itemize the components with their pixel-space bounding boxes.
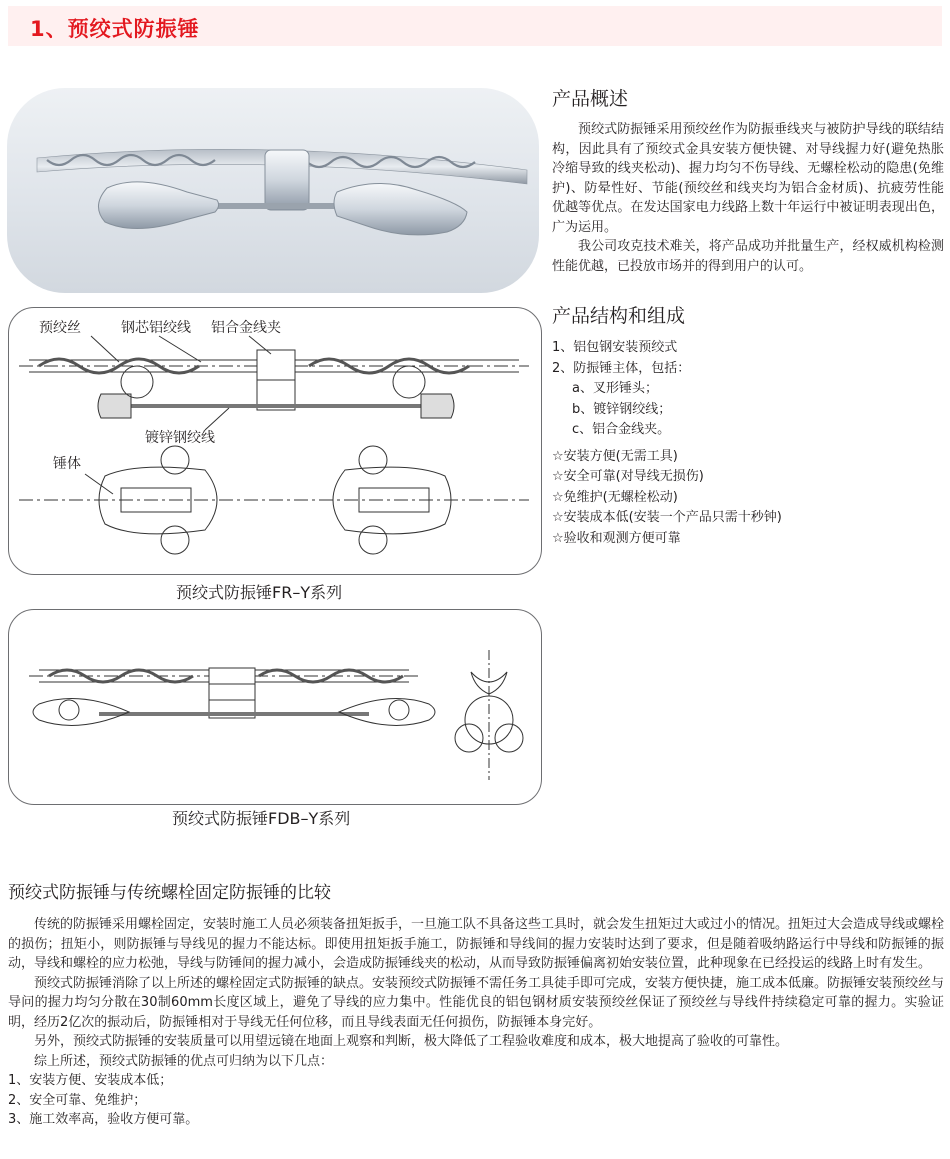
structure-heading: 产品结构和组成 <box>552 305 686 327</box>
advantage-point: 3、施工效率高，验收方便可靠。 <box>8 1112 199 1127</box>
feature-item: ☆验收和观测方便可靠 <box>552 530 681 546</box>
damper-photo-illustration <box>7 88 539 293</box>
overview-paragraph: 我公司攻克技术难关，将产品成功并批量生产，经权威机构检测性能优越，已投放市场并的得到用户的认可。 <box>552 239 944 274</box>
title-bar <box>8 6 942 46</box>
comparison-heading: 预绞式防振锤与传统螺栓固定防振锤的比较 <box>8 883 331 903</box>
overview-paragraph: 预绞式防振锤采用预绞丝作为防振垂线夹与被防护导线的联结结构，因此具有了预绞式金具安装方便快键、对导线握力好(避免热胀冷缩导致的线夹松动)、握力均匀不伤导线、无螺栓松动的隐患(免维护)、防晕性好、节能(预绞丝和线夹均为铝合金材质)、抗疲劳性能优越等优点。在发达国家电力线路上数十年运行中被证明表现出色，广为运用。 <box>552 122 944 235</box>
structure-section <box>552 301 944 549</box>
structure-item: 2、防振锤主体，包括： <box>552 360 691 376</box>
comparison-paragraph: 另外，预绞式防振锤的安装质量可以用望远镜在地面上观察和判断，极大降低了工程验收难度和成本，极大地提高了验收的可靠性。 <box>34 1034 789 1049</box>
label-preformed-wire: 预绞丝 <box>39 320 81 336</box>
comparison-paragraph: 预绞式防振锤消除了以上所述的螺栓固定式防振锤的缺点。安装预绞式防振锤不需任务工具徒手即可完成，安装方便快捷，施工成本低廉。防振锤安装预绞丝与导问的握力均匀分散在30制60mm长度区域上，避免了导线的应力集中。性能优良的铝包钢材质安装预绞丝保证了预绞丝与导线件持续稳定可靠的握力。实验证明，经历2亿次的振动后，防振锤相对于导线无任何位移，而且导线表面无任何损伤，防振锤本身完好。 <box>8 975 945 1030</box>
overview-heading: 产品概述 <box>552 88 629 110</box>
label-alloy-clamp: 铝合金线夹 <box>211 320 281 336</box>
fdb-y-diagram <box>8 609 542 805</box>
fr-y-diagram <box>8 307 542 575</box>
overview-section <box>552 84 944 276</box>
page-title: 1、预绞式防振锤 <box>30 17 200 41</box>
label-acsr: 钢芯铝绞线 <box>121 320 191 336</box>
feature-item: ☆免维护(无螺栓松动) <box>552 489 678 505</box>
product-photo <box>7 88 539 293</box>
label-hammer-body: 锤体 <box>53 456 81 472</box>
structure-subitem: b、镀锌钢绞线； <box>572 401 672 417</box>
feature-item: ☆安全可靠(对导线无损伤) <box>552 469 704 484</box>
comparison-section <box>8 878 944 1130</box>
fr-caption: 预绞式防振锤FR–Y系列 <box>176 583 343 602</box>
comparison-paragraph: 传统的防振锤采用螺栓固定，安装时施工人员必须装备扭矩扳手，一旦施工队不具备这些工具时，就会发生扭矩过大或过小的情况。扭矩过大会造成导线或螺栓的损伤；扭矩小，则防振锤与导线见的握力不能达标。即使用扭矩扳手施工，防振锤和导线间的握力安装时达到了要求，但是随着吸纳路运行中导线和防振锤的振动，导线和螺栓的应力松弛，导线与防锤间的握力减小，会造成防振锤线夹的松动，从而导致防振锤偏离初始安装位置，此种现象在已经投运的线路上时有发生。 <box>8 917 945 971</box>
feature-item: ☆安装方便(无需工具) <box>552 448 678 464</box>
fdb-caption: 预绞式防振锤FDB–Y系列 <box>172 809 351 828</box>
structure-subitem: c、铝合金线夹。 <box>572 422 671 437</box>
label-galv-strand: 镀锌钢绞线 <box>145 430 215 446</box>
comparison-paragraph: 综上所述，预绞式防振锤的优点可归纳为以下几点： <box>34 1053 334 1069</box>
fdb-y-drawing <box>9 610 541 804</box>
structure-subitem: a、叉形锤头； <box>572 381 658 396</box>
structure-item: 1、铝包钢安装预绞式 <box>552 340 678 355</box>
feature-item: ☆安装成本低(安装一个产品只需十秒钟) <box>552 510 782 525</box>
fr-y-drawing <box>9 308 541 574</box>
advantage-point: 2、安全可靠、免维护； <box>8 1092 147 1108</box>
advantage-point: 1、安装方便、安装成本低； <box>8 1073 173 1088</box>
